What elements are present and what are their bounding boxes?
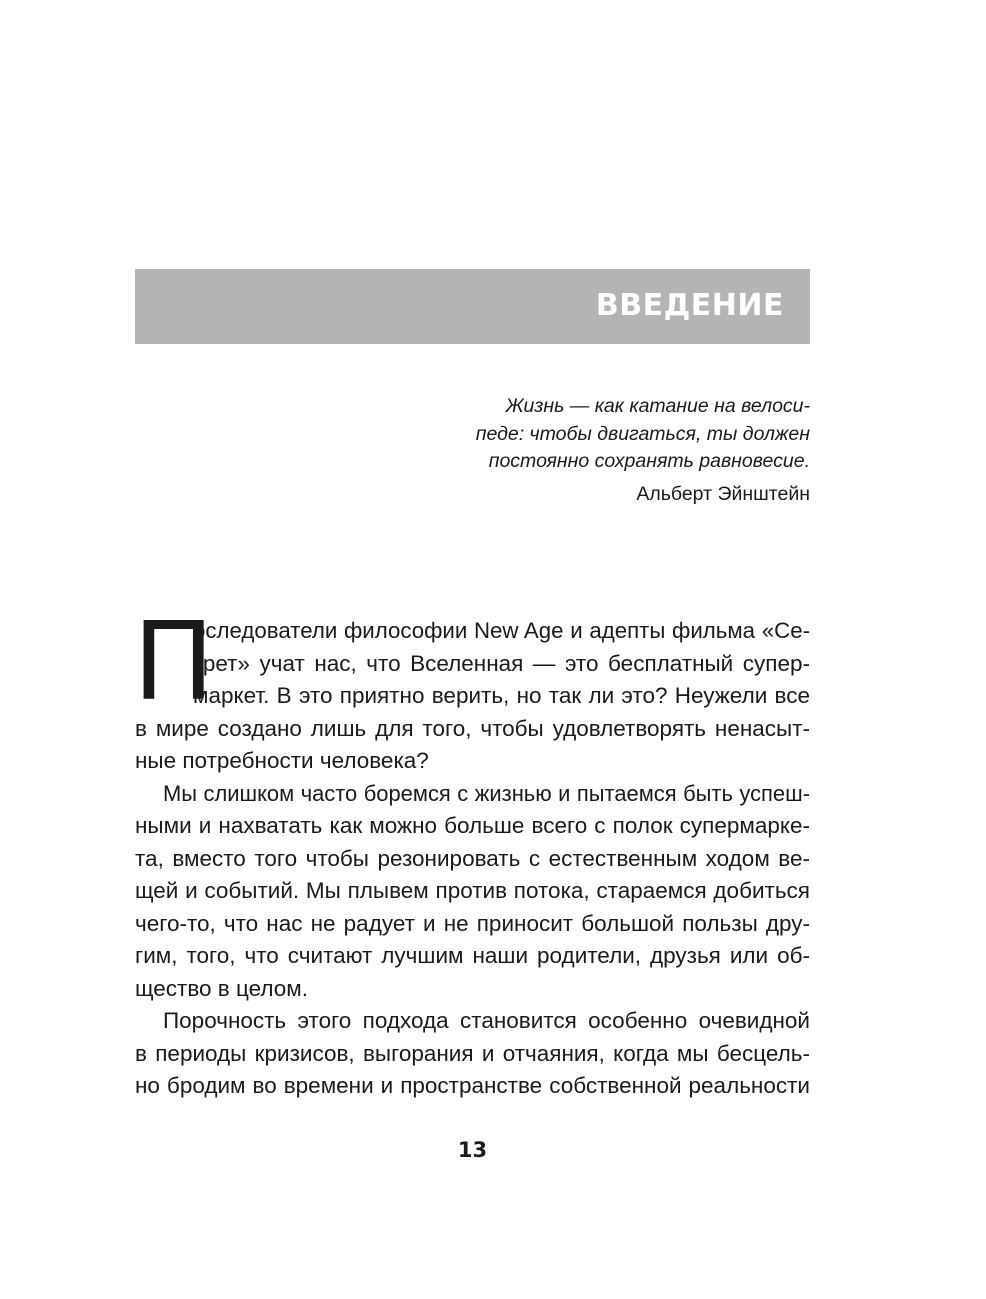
text-line: в мире создано лишь для того, чтобы удовлетворять ненасыт- <box>135 715 810 741</box>
text-line: крет» учат нас, что Вселенная — это бесплатный супер- <box>193 650 810 676</box>
text-line: Мы слишком часто боремся с жизнью и пытаемся быть успеш- <box>163 780 810 806</box>
epigraph-line: Жизнь — как катание на велоси- <box>505 395 810 417</box>
chapter-banner <box>135 269 810 344</box>
text-line: гим, того, что считают лучшим наши родители, друзья или об- <box>135 943 810 968</box>
epigraph-line: постоянно сохранять равновесие. <box>488 450 810 472</box>
text-line: ными и нахватать как можно больше всего с полок супермарке- <box>135 813 810 838</box>
paragraph-3 <box>135 1005 810 1103</box>
paragraph-1 <box>133 600 810 778</box>
epigraph-line: педе: чтобы двигаться, ты должен <box>475 422 810 445</box>
chapter-title: ВВЕДЕНИЕ <box>595 288 784 323</box>
page-number: 13 <box>457 1138 488 1162</box>
text-line: оследователи философии New Age и адепты фильма «Се- <box>193 618 810 643</box>
text-line: щей и событий. Мы плывем против потока, стараемся добиться <box>135 878 810 903</box>
epigraph <box>460 393 810 508</box>
text-line: чего-то, что нас не радует и не приносит большой пользы дру- <box>135 910 810 936</box>
text-line: ные потребности человека? <box>135 748 429 773</box>
text-line: маркет. В это приятно верить, но так ли это? Неужели все <box>193 683 810 708</box>
text-line: но бродим во времени и пространстве собственной реальности <box>135 1073 810 1098</box>
paragraph-2 <box>135 778 810 1006</box>
text-line: в периоды кризисов, выгорания и отчаяния, когда мы бесцель- <box>135 1040 810 1066</box>
text-line: Порочность этого подхода становится особенно очевидной <box>163 1008 810 1033</box>
drop-cap: П <box>133 600 215 725</box>
text-line: щество в целом. <box>135 975 309 1001</box>
epigraph-author: Альберт Эйнштейн <box>636 482 810 505</box>
text-line: та, вместо того чтобы резонировать с естественным ходом ве- <box>135 845 810 871</box>
body-text <box>133 600 810 1103</box>
